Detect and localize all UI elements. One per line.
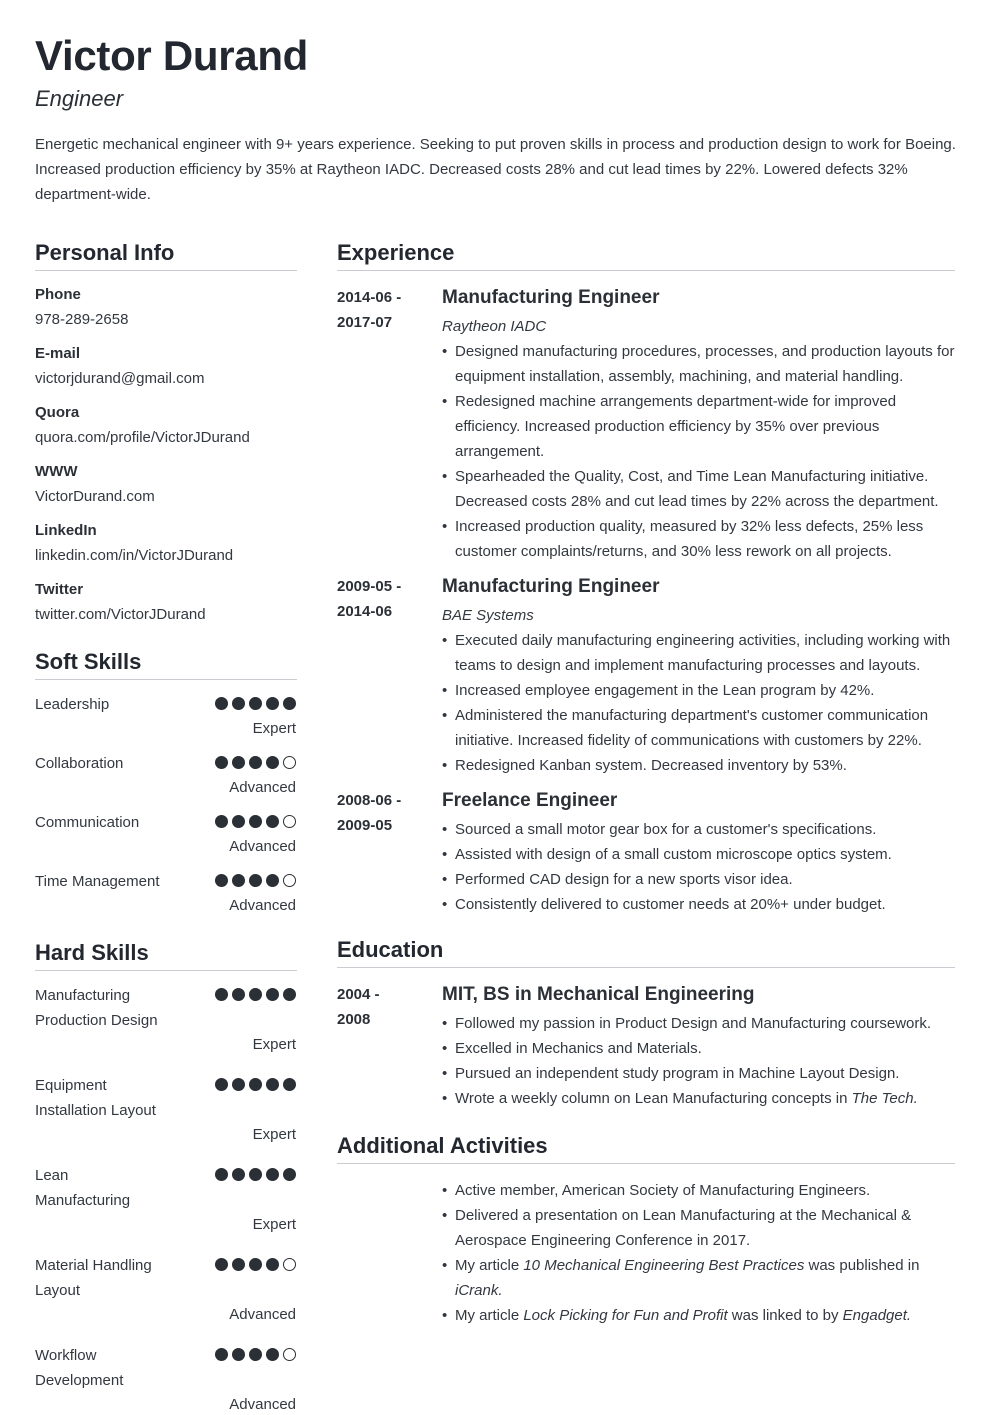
activities-entry [337,1178,955,1328]
experience-entry [337,788,955,917]
job-bullets [442,817,955,917]
phone-value: 978-289-2658 [35,311,129,328]
skill-rating [215,815,296,828]
filled-dot-icon [232,1078,245,1091]
filled-dot-icon [232,874,245,887]
quora-label: Quora [35,404,80,421]
job-bullets [442,628,955,778]
filled-dot-icon [249,874,262,887]
list-item: • Spearheaded the Quality, Cost, and Time Lean Manufacturing initiative. Decreased costs 28% and cut lead times by 22% across the department. [442,464,955,514]
filled-dot-icon [266,1078,279,1091]
job-title: Manufacturing Engineer [442,287,660,308]
soft-skills-list [35,692,297,916]
phone-label: Phone [35,286,81,303]
skill-level: Expert [252,1126,296,1143]
filled-dot-icon [266,815,279,828]
skill-level: Advanced [229,1396,296,1413]
skill-level: Expert [252,1036,296,1053]
list-item: • Consistently delivered to customer needs at 20%+ under budget. [442,892,955,917]
filled-dot-icon [249,815,262,828]
filled-dot-icon [266,1258,279,1271]
filled-dot-icon [249,1168,262,1181]
entry-details [442,574,955,778]
list-item: • Pursued an independent study program in Machine Layout Design. [442,1061,955,1086]
publication-name: Engadget. [842,1307,912,1324]
list-item: • Excelled in Mechanics and Materials. [442,1036,955,1061]
list-item: • Redesigned machine arrangements department-wide for improved efficiency. Increased production efficiency by 35% over previous arrangement. [442,389,955,464]
list-item [442,1303,955,1328]
job-title: Manufacturing Engineer [442,576,660,597]
date-start: 2009-05 - [337,578,402,595]
skill-item [35,983,297,1055]
skill-rating [215,988,296,1001]
skill-item [35,869,297,916]
list-item: • Executed daily manufacturing engineering activities, including working with teams to design and implement manufacturing processes and layouts. [442,628,955,678]
skill-rating [215,1168,296,1181]
hard-skills-list [35,983,297,1415]
skill-name: Leadership [35,696,110,713]
skill-item [35,751,297,798]
filled-dot-icon [266,756,279,769]
bullet-text: My article [455,1257,524,1274]
filled-dot-icon [266,1168,279,1181]
filled-dot-icon [266,874,279,887]
date-start: 2008-06 - [337,792,402,809]
filled-dot-icon [232,988,245,1001]
list-item: • Increased production quality, measured by 32% less defects, 25% less customer complaints/returns, and 30% less rework on all projects. [442,514,955,564]
skill-level: Expert [252,1216,296,1233]
activities-bullets [442,1178,955,1328]
activities-title: Additional Activities [337,1133,955,1164]
skill-rating [215,697,296,710]
skill-name: Time Management [35,873,160,890]
skill-item [35,1343,297,1415]
soft-skills-title: Soft Skills [35,649,297,680]
article-title: Lock Picking for Fun and Profit [523,1307,728,1324]
skill-level: Advanced [229,897,296,914]
empty-dot-icon [283,815,296,828]
publication-name: The Tech. [851,1090,918,1107]
filled-dot-icon [215,697,228,710]
email-label: E-mail [35,345,81,362]
filled-dot-icon [215,1258,228,1271]
skill-level: Advanced [229,1306,296,1323]
skill-rating [215,756,296,769]
entry-details [442,982,955,1111]
list-item: • Followed my passion in Product Design and Manufacturing coursework. [442,1011,955,1036]
job-bullets [442,339,955,564]
bullet-text: My article [455,1307,524,1324]
filled-dot-icon [232,1258,245,1271]
resume-summary: Energetic mechanical engineer with 9+ years experience. Seeking to put proven skills in process and production design to work for Boeing. Increased production efficiency by 35% at Raytheon IADC. Decreased costs 28% and cut lead times by 22%. Lowered defects 32% department-wide. [35,136,956,203]
hard-skills-title: Hard Skills [35,940,297,971]
www-label: WWW [35,463,78,480]
entry-dates [337,574,442,778]
date-end: 2014-06 [337,603,393,620]
filled-dot-icon [215,1348,228,1361]
filled-dot-icon [232,1348,245,1361]
empty-dot-icon [283,1348,296,1361]
filled-dot-icon [266,697,279,710]
list-item: • Active member, American Society of Manufacturing Engineers. [442,1178,955,1203]
empty-dot-icon [283,874,296,887]
filled-dot-icon [215,1168,228,1181]
entry-dates [337,788,442,917]
email-value: victorjdurand@gmail.com [35,370,205,387]
job-title: Freelance Engineer [442,790,618,811]
filled-dot-icon [215,756,228,769]
entry-details [442,285,955,564]
right-column [337,240,955,1328]
skill-item [35,1253,297,1325]
skill-item [35,1073,297,1145]
filled-dot-icon [232,815,245,828]
skill-name: Equipment Installation Layout [35,1077,156,1119]
filled-dot-icon [283,697,296,710]
list-item: • Assisted with design of a small custom microscope optics system. [442,842,955,867]
list-item: • Performed CAD design for a new sports visor idea. [442,867,955,892]
filled-dot-icon [283,988,296,1001]
list-item: • Sourced a small motor gear box for a customer's specifications. [442,817,955,842]
left-column [35,240,297,1415]
experience-title: Experience [337,240,955,271]
skill-rating [215,1348,296,1361]
filled-dot-icon [215,874,228,887]
date-end: 2009-05 [337,817,393,834]
entry-details [442,1178,955,1328]
skill-level: Advanced [229,838,296,855]
filled-dot-icon [215,815,228,828]
filled-dot-icon [232,1168,245,1181]
twitter-label: Twitter [35,581,84,598]
twitter-value: twitter.com/VictorJDurand [35,606,206,623]
filled-dot-icon [232,756,245,769]
experience-entry [337,285,955,564]
skill-name: Collaboration [35,755,124,772]
www-value: VictorDurand.com [35,488,155,505]
publication-name: iCrank. [455,1282,503,1299]
experience-entry [337,574,955,778]
date-end: 2017-07 [337,314,393,331]
skill-name: Manufacturing Production Design [35,987,158,1029]
skill-name: Workflow Development [35,1347,124,1389]
skill-rating [215,1078,296,1091]
skill-rating [215,874,296,887]
list-item: • Designed manufacturing procedures, processes, and production layouts for equipment installation, assembly, machining, and material handling. [442,339,955,389]
entry-dates-empty [337,1178,442,1328]
skill-level: Expert [252,720,296,737]
skill-rating [215,1258,296,1271]
skill-item [35,1163,297,1235]
filled-dot-icon [249,1348,262,1361]
filled-dot-icon [249,697,262,710]
education-bullets [442,1011,955,1111]
skill-item [35,810,297,857]
article-title: 10 Mechanical Engineering Best Practices [523,1257,805,1274]
skill-item [35,692,297,739]
date-start: 2004 - [337,986,380,1003]
entry-dates [337,982,442,1111]
empty-dot-icon [283,1258,296,1271]
filled-dot-icon [283,1078,296,1091]
education-entry [337,982,955,1111]
entry-details [442,788,955,917]
filled-dot-icon [249,1258,262,1271]
resume-role: Engineer [35,86,124,111]
linkedin-value: linkedin.com/in/VictorJDurand [35,547,234,564]
date-start: 2014-06 - [337,289,402,306]
personal-info-list [35,285,297,625]
education-title: Education [337,937,955,968]
list-item [442,1253,955,1303]
bullet-text: Wrote a weekly column on Lean Manufacturing concepts in [455,1090,852,1107]
bullet-text: was published in [804,1257,920,1274]
filled-dot-icon [232,697,245,710]
skill-level: Advanced [229,779,296,796]
list-item: • Administered the manufacturing department's customer communication initiative. Increased fidelity of communications with customers by 22%. [442,703,955,753]
filled-dot-icon [215,1078,228,1091]
job-company: BAE Systems [442,607,534,624]
skill-name: Communication [35,814,140,831]
filled-dot-icon [249,988,262,1001]
filled-dot-icon [215,988,228,1001]
list-item: • Redesigned Kanban system. Decreased inventory by 53%. [442,753,955,778]
job-company: Raytheon IADC [442,318,547,335]
empty-dot-icon [283,756,296,769]
skill-name: Material Handling Layout [35,1257,152,1299]
date-end: 2008 [337,1011,371,1028]
skill-name: Lean Manufacturing [35,1167,131,1209]
resume-name: Victor Durand [35,32,309,79]
filled-dot-icon [266,1348,279,1361]
entry-dates [337,285,442,564]
quora-value: quora.com/profile/VictorJDurand [35,429,250,446]
personal-info-title: Personal Info [35,240,297,271]
filled-dot-icon [266,988,279,1001]
filled-dot-icon [249,1078,262,1091]
linkedin-label: LinkedIn [35,522,97,539]
list-item: • Delivered a presentation on Lean Manufacturing at the Mechanical & Aerospace Engineering Conference in 2017. [442,1203,955,1253]
degree-title: MIT, BS in Mechanical Engineering [442,984,755,1005]
list-item [442,1086,955,1111]
filled-dot-icon [283,1168,296,1181]
list-item: • Increased employee engagement in the Lean program by 42%. [442,678,955,703]
filled-dot-icon [249,756,262,769]
bullet-text: was linked to by [727,1307,843,1324]
